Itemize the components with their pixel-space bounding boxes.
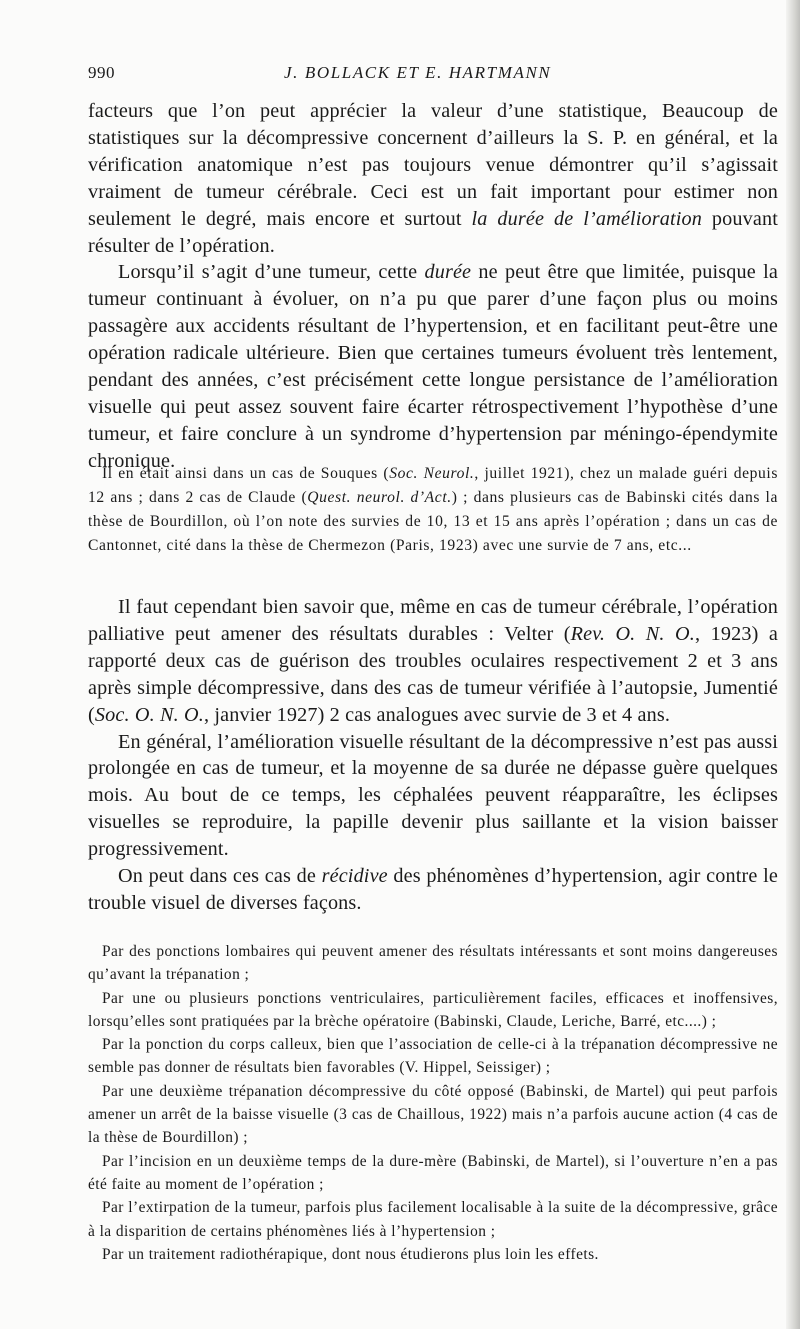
- paragraph-5-text-end: des phénomènes d’hypertension, agir contre le trouble visuel de diverses façons.: [88, 865, 778, 914]
- note-text-1: Il en était ainsi dans un cas de Souques (: [102, 465, 390, 482]
- paragraph-1-text-end: pouvant résulter de l’opération.: [88, 207, 778, 257]
- paragraph-5-emphasis: récidive: [321, 865, 388, 888]
- running-head-authors: J. BOLLACK ET E. HARTMANN: [284, 63, 552, 82]
- paragraph-3-text-mid: , 1923) a rapporté deux cas de guérison des troubles oculaires respectivement 2 et 3 ans après simple décompressive, dans des cas de tumeur vérifiée à l’autopsie, Jumentié (: [88, 622, 778, 726]
- paragraph-1-emphasis: la durée de l’amélioration: [471, 207, 702, 230]
- paragraph-5: [88, 863, 778, 917]
- paragraph-3-citation-1: Rev. O. N. O.: [570, 622, 695, 645]
- paragraph-2: [88, 259, 778, 474]
- list-item: Par l’incision en un deuxième temps de la dure-mère (Babinski, de Martel), si l’ouverture n’en a pas été faite au moment de l’opération ;: [88, 1152, 778, 1193]
- paragraph-2-text-end: ne peut être que limitée, puisque la tumeur continuant à évoluer, on n’a pu que parer d’une façon plus ou moins passagère aux accidents résultant de l’hypertension, et en facilitant peut-être une opération radicale ultérieure. Bien que certaines tumeurs évoluent très lentement, pendant des années, c’est précisément cette longue persistance de l’amélioration visuelle qui peut assez souvent faire écarter rétrospectivement l’hypothèse d’une tumeur, et faire conclure à un syndrome d’hypertension par méningo-épendymite chronique.: [88, 261, 779, 472]
- paragraph-3-citation-2: Soc. O. N. O.: [94, 703, 204, 726]
- paragraph-3-text-end: , janvier 1927) 2 cas analogues avec survie de 3 et 4 ans.: [203, 703, 671, 726]
- paragraph-1-text: facteurs que l’on peut apprécier la valeur d’une statistique, Beaucoup de statistiques sur la décompressive concernent d’ailleurs la S. P. en général, et la vérification anatomique n’est pas toujours venue démontrer qu’il s’agissait vraiment de tumeur cérébrale. Ceci est un fait important pour estimer non seulement le degré, mais encore et surtout: [88, 100, 778, 230]
- paragraph-5-text: On peut dans ces cas de: [118, 865, 322, 888]
- body-text-section-1: [88, 98, 778, 475]
- note-text-2: , juillet 1921), chez un malade guéri depuis 12 ans ; dans 2 cas de Claude (: [88, 465, 779, 507]
- paragraph-2-text: Lorsqu’il s’agit d’une tumeur, cette: [118, 261, 425, 284]
- paragraph-3: [88, 594, 778, 729]
- list-item: Par des ponctions lombaires qui peuvent amener des résultats intéressants et sont moins dangereuses qu’avant la trépanation ;: [88, 943, 778, 984]
- paragraph-1: [88, 98, 778, 259]
- note-citation-1: Soc. Neurol.: [389, 465, 475, 482]
- treatment-options-list: [88, 940, 778, 1266]
- note-text-3: ) ; dans plusieurs cas de Babinski cités dans la thèse de Bourdillon, où l’on note des survies de 10, 13 et 15 ans après l’opération ; dans un cas de Cantonnet, cité dans la thèse de Chermezon (Paris, 1923) avec une survie de 7 ans, etc...: [88, 489, 779, 555]
- paragraph-3-text: Il faut cependant bien savoir que, même en cas de tumeur cérébrale, l’opération palliative peut amener des résultats durables : Velter (: [88, 596, 778, 645]
- list-item: Par une deuxième trépanation décompressive du côté opposé (Babinski, de Martel) qui peut parfois amener un arrêt de la baisse visuelle (3 cas de Chaillous, 1922) mais n’a parfois aucune action (4 cas de la thèse de Bourdillon) ;: [88, 1082, 778, 1147]
- page-edge-shadow: [786, 0, 800, 1329]
- paragraph-4: En général, l’amélioration visuelle résultant de la décompressive n’est pas aussi prolongée en cas de tumeur, et la moyenne de sa durée ne dépasse guère quelques mois. Au bout de ce temps, les céphalées peuvent réapparaître, les éclipses visuelles se reproduire, la papille devenir plus saillante et la vision baisser progressivement.: [88, 730, 778, 861]
- note-paragraph: [88, 462, 778, 558]
- paragraph-2-emphasis: durée: [424, 261, 472, 284]
- note-citation-2: Quest. neurol. d’Act.: [307, 489, 452, 507]
- footnote-survival-cases: [88, 462, 778, 558]
- page-number: 990: [88, 63, 115, 82]
- list-item: Par la ponction du corps calleux, bien que l’association de celle-ci à la trépanation décompressive ne semble pas donner de résultats bien favorables (V. Hippel, Seissiger) ;: [88, 1036, 778, 1077]
- list-item: Par l’extirpation de la tumeur, parfois plus facilement localisable à la suite de la décompressive, grâce à la disparition de certains phénomènes liés à l’hypertension ;: [88, 1199, 778, 1240]
- body-text-section-2: [88, 594, 778, 917]
- list-item: Par un traitement radiothérapique, dont nous étudierons plus loin les effets.: [102, 1245, 599, 1263]
- list-item: Par une ou plusieurs ponctions ventriculaires, particulièrement faciles, efficaces et inoffensives, lorsqu’elles sont pratiquées par la brèche opératoire (Babinski, Claude, Leriche, Barré, etc....) ;: [88, 989, 778, 1030]
- running-head: [88, 63, 778, 87]
